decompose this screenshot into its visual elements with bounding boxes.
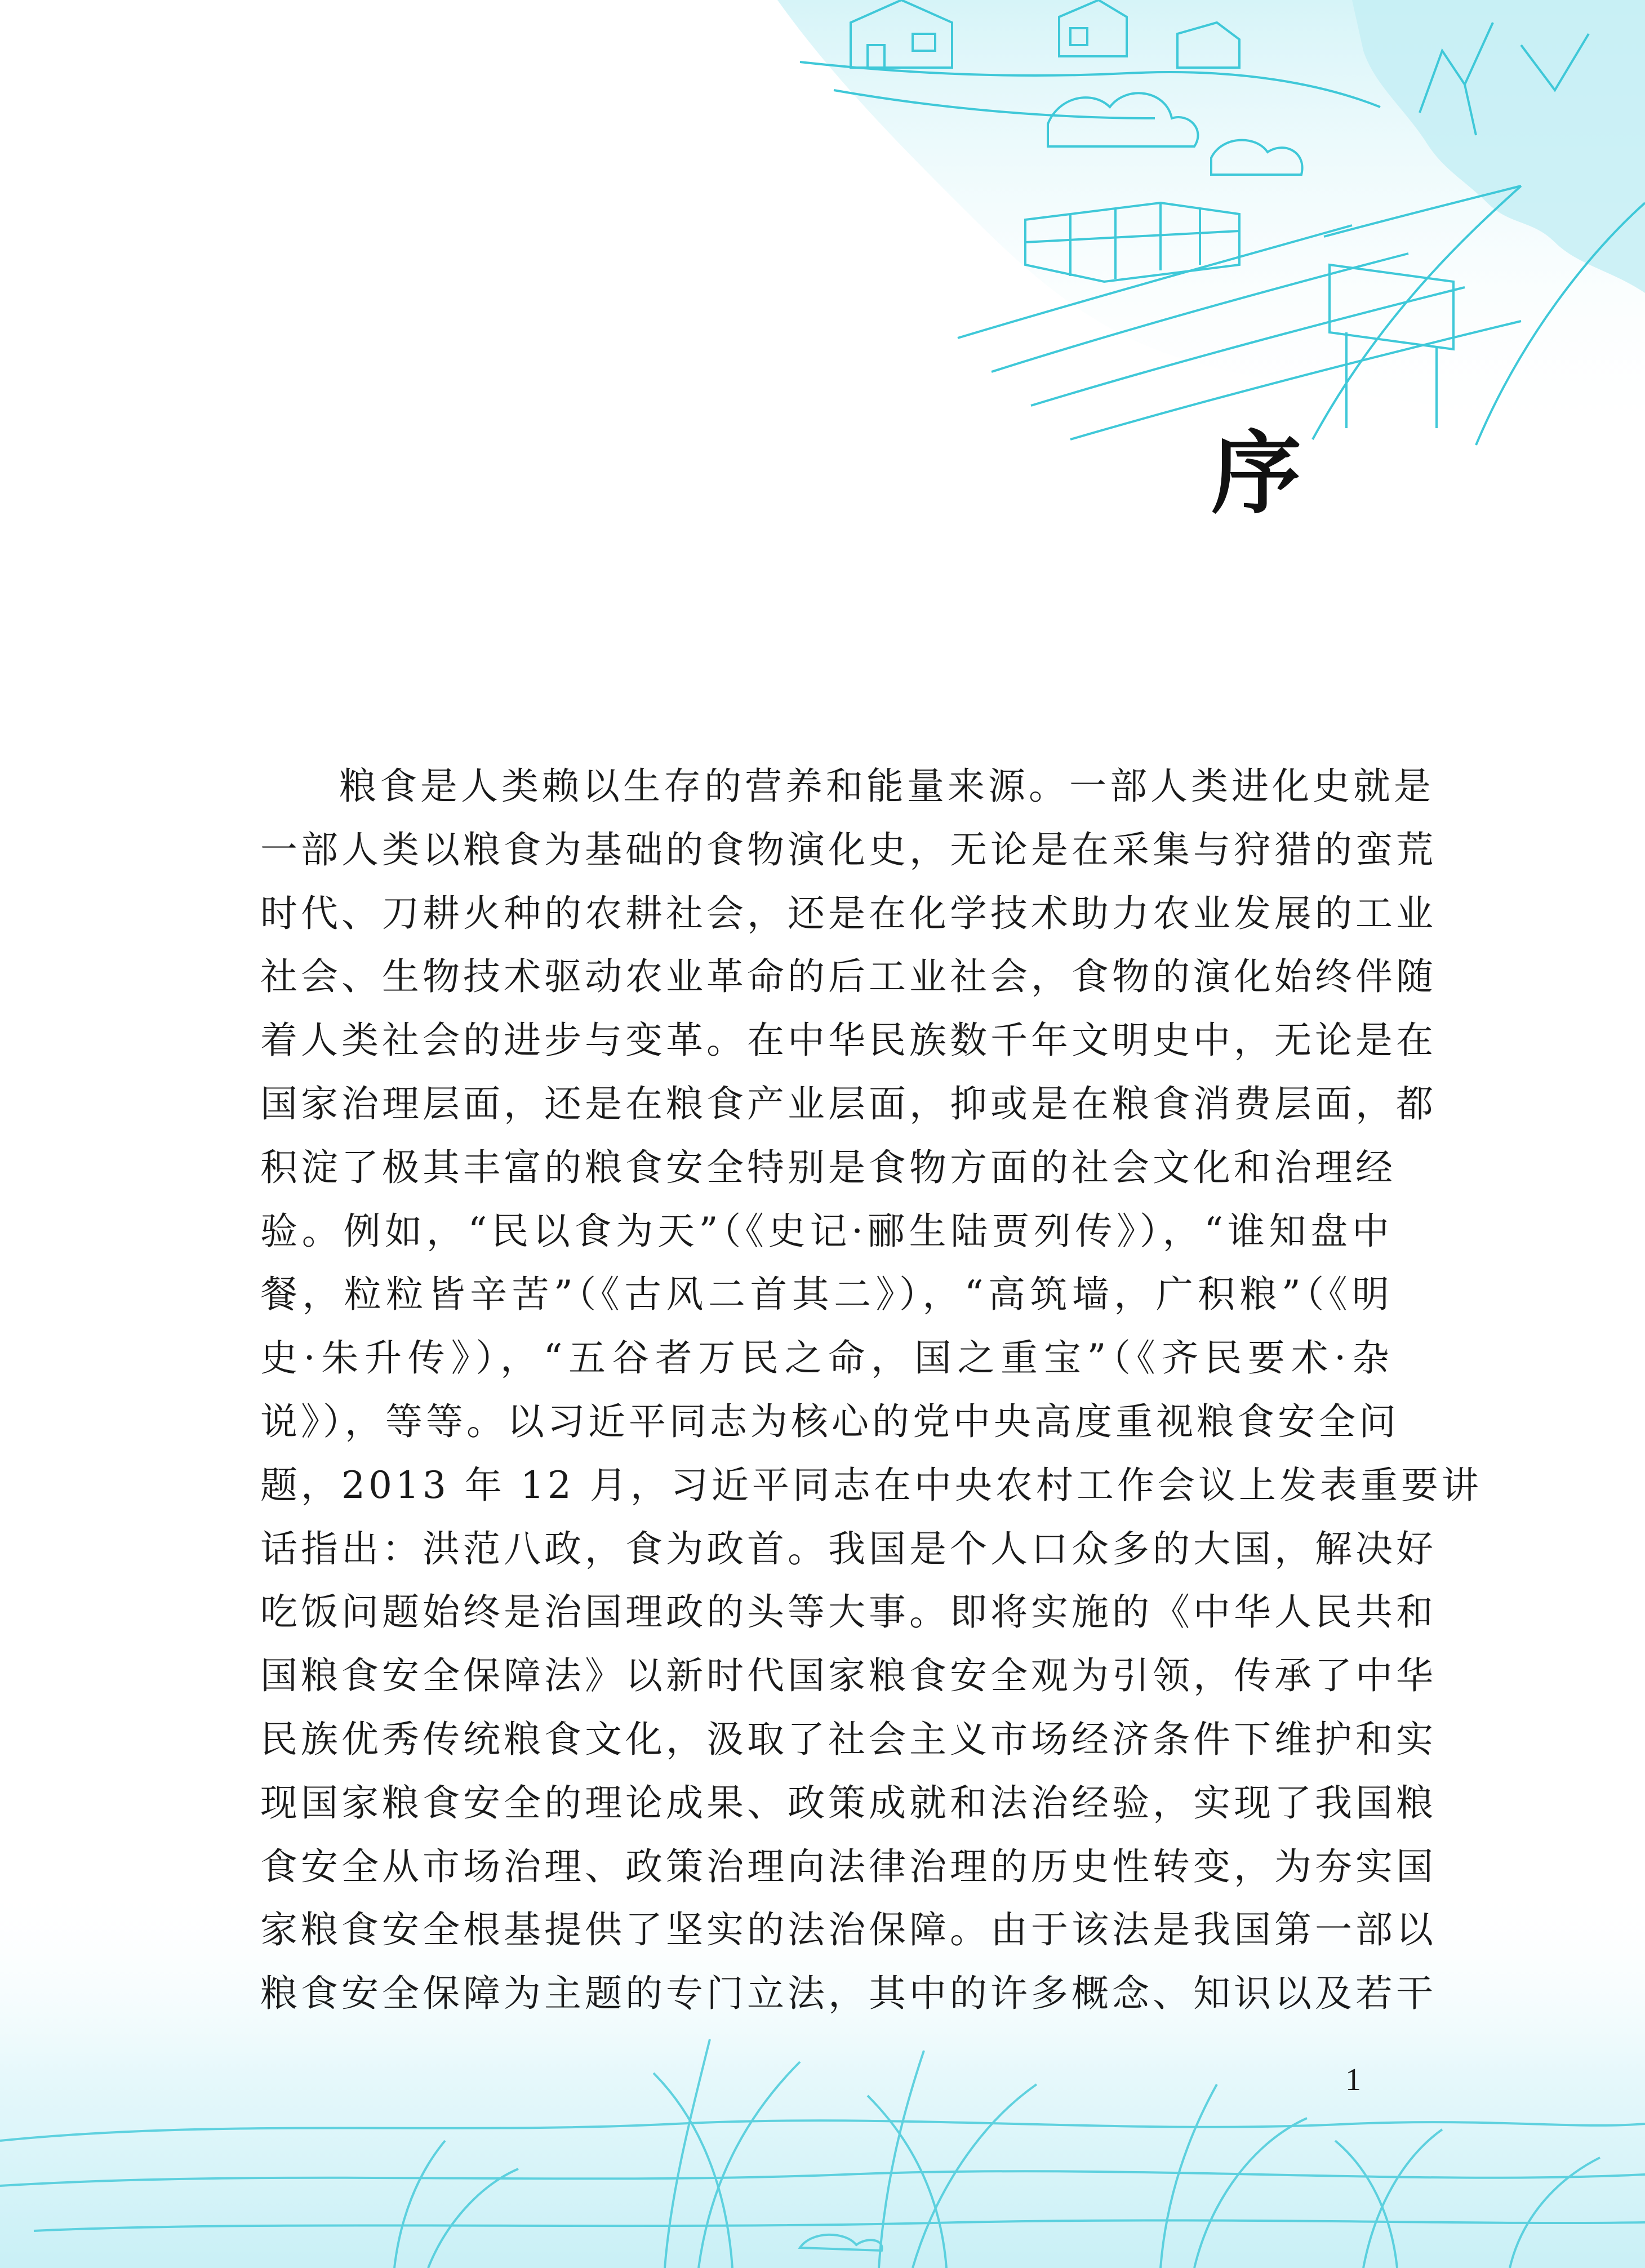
text-line: 家粮食安全根基提供了坚实的法治保障。由于该法是我国第一部以 — [260, 1908, 1437, 1952]
text-line: 现国家粮食安全的理论成果、政策成就和法治经验，实现了我国粮 — [260, 1781, 1437, 1825]
text-line: 史·朱升传》），“五谷者万民之命，国之重宝”（《齐民要术·杂 — [260, 1336, 1393, 1380]
text-line: 社会、生物技术驱动农业革命的后工业社会，食物的演化始终伴随 — [260, 955, 1437, 999]
text-line: 一部人类以粮食为基础的食物演化史，无论是在采集与狩猎的蛮荒 — [260, 828, 1437, 871]
text-line: 题，2013 年 12 月，习近平同志在中央农村工作会议上发表重要讲 — [260, 1463, 1482, 1507]
text-line: 国家治理层面，还是在粮食产业层面，抑或是在粮食消费层面，都 — [260, 1082, 1437, 1126]
text-line: 时代、刀耕火种的农耕社会，还是在化学技术助力农业发展的工业 — [260, 891, 1437, 935]
page-title: 序 — [1211, 420, 1302, 526]
text-line: 国粮食安全保障法》以新时代国家粮食安全观为引领，传承了中华 — [260, 1654, 1437, 1698]
text-line: 粮食是人类赖以生存的营养和能量来源。一部人类进化史就是 — [339, 764, 1434, 808]
text-line: 验。例如，“民以食为天”（《史记·郦生陆贾列传》），“谁知盘中 — [260, 1209, 1393, 1253]
text-line: 话指出：洪范八政，食为政首。我国是个人口众多的大国，解决好 — [260, 1527, 1437, 1571]
text-line: 粮食安全保障为主题的专门立法，其中的许多概念、知识以及若干 — [260, 1972, 1437, 2016]
text-line: 餐，粒粒皆辛苦”（《古风二首其二》），“高筑墙，广积粮”（《明 — [260, 1273, 1393, 1317]
text-line: 吃饭问题始终是治国理政的头等大事。即将实施的《中华人民共和 — [260, 1590, 1437, 1634]
body-paragraph — [260, 755, 1482, 2026]
top-landscape — [777, 0, 1645, 451]
text-line: 食安全从市场治理、政策治理向法律治理的历史性转变，为夯实国 — [260, 1844, 1437, 1888]
text-line: 说》），等等。以习近平同志为核心的党中央高度重视粮食安全问 — [260, 1399, 1399, 1443]
page-number: 1 — [1345, 2062, 1361, 2097]
text-line: 积淀了极其丰富的粮食安全特别是食物方面的社会文化和治理经 — [260, 1145, 1396, 1189]
text-line: 民族优秀传统粮食文化，汲取了社会主义市场经济条件下维护和实 — [260, 1717, 1437, 1761]
text-line: 着人类社会的进步与变革。在中华民族数千年文明史中，无论是在 — [260, 1019, 1437, 1062]
